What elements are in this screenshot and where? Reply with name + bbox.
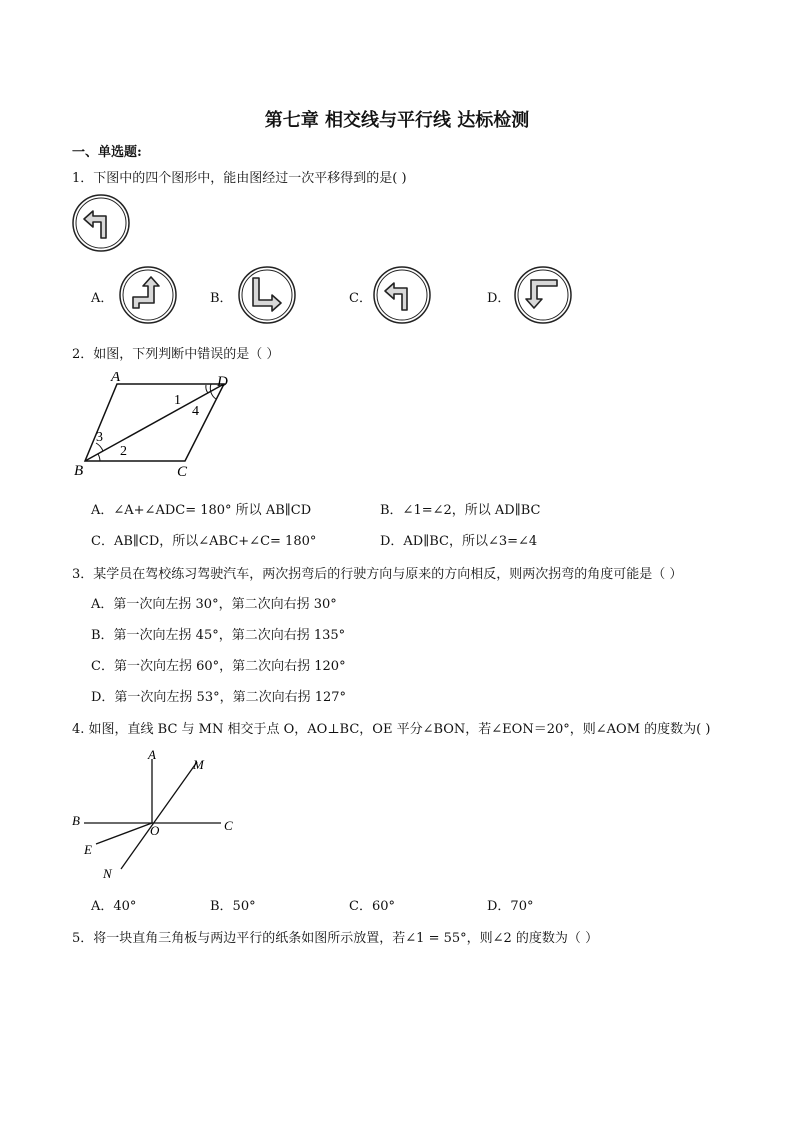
q2-label-angle-1: 1 [174, 393, 181, 408]
question-3-stem: 3．某学员在驾校练习驾驶汽车，两次拐弯后的行驶方向与原来的方向相反，则两次拐弯的角度可能是（ ） [72, 567, 683, 582]
question-5-stem: 5．将一块直角三角板与两边平行的纸条如图所示放置，若∠1 = 55°，则∠2 的度数为（ ） [72, 931, 599, 946]
q4-option-c: C．60° [349, 899, 395, 914]
q2-option-c: C．AB∥CD，所以∠ABC+∠C= 180° [91, 534, 317, 549]
q4-intersecting-lines-figure [66, 745, 246, 885]
q4-label-b: B [72, 813, 80, 828]
q2-label-d: D [217, 374, 228, 390]
q4-label-a: A [148, 747, 156, 762]
q4-option-b: B．50° [210, 899, 256, 914]
q2-option-a: A．∠A+∠ADC= 180° 所以 AB∥CD [91, 503, 312, 518]
q2-option-b: B．∠1=∠2，所以 AD∥BC [380, 503, 541, 518]
q1-reference-arrow-icon [70, 192, 132, 254]
question-4-stem: 4. 如图，直线 BC 与 MN 相交于点 O，AO⊥BC，OE 平分∠BON，若∠EON＝20°，则∠AOM 的度数为( ) [72, 722, 711, 737]
q1-option-d-label: D． [487, 291, 511, 306]
q1-option-b-label: B． [210, 291, 233, 306]
q2-parallelogram-figure [70, 372, 240, 482]
q1-option-d-arrow-icon [512, 264, 574, 326]
q3-option-a: A．第一次向左拐 30°，第二次向右拐 30° [91, 597, 337, 612]
q1-option-c-arrow-icon [371, 264, 433, 326]
q4-option-a: A．40° [91, 899, 137, 914]
q4-option-d: D．70° [487, 899, 534, 914]
q3-option-d: D．第一次向左拐 53°，第二次向右拐 127° [91, 690, 347, 705]
page-title: 第七章 相交线与平行线 达标检测 [264, 110, 530, 131]
section-heading: 一、单选题: [72, 145, 142, 160]
q4-label-e: E [84, 842, 92, 857]
q2-label-b: B [74, 463, 84, 479]
q1-option-a-arrow-icon [117, 264, 179, 326]
q2-label-c: C [177, 464, 188, 480]
q1-option-c-label: C． [349, 291, 372, 306]
q4-label-m: M [193, 757, 204, 772]
q2-label-angle-4: 4 [192, 404, 199, 419]
q3-option-c: C．第一次向左拐 60°，第二次向右拐 120° [91, 659, 346, 674]
q2-label-angle-2: 2 [120, 444, 127, 459]
q3-option-b: B．第一次向左拐 45°，第二次向右拐 135° [91, 628, 346, 643]
question-2-stem: 2．如图，下列判断中错误的是（ ） [72, 347, 280, 362]
q4-label-n: N [103, 866, 112, 881]
q2-option-d: D．AD∥BC，所以∠3=∠4 [380, 534, 538, 549]
q1-option-b-arrow-icon [236, 264, 298, 326]
q2-label-angle-3: 3 [96, 430, 103, 445]
q4-label-o: O [150, 823, 160, 838]
q1-option-a-label: A． [91, 291, 114, 306]
question-1-stem: 1．下图中的四个图形中，能由图经过一次平移得到的是( ) [72, 171, 407, 186]
q4-label-c: C [224, 818, 233, 833]
q2-label-a: A [111, 372, 121, 385]
